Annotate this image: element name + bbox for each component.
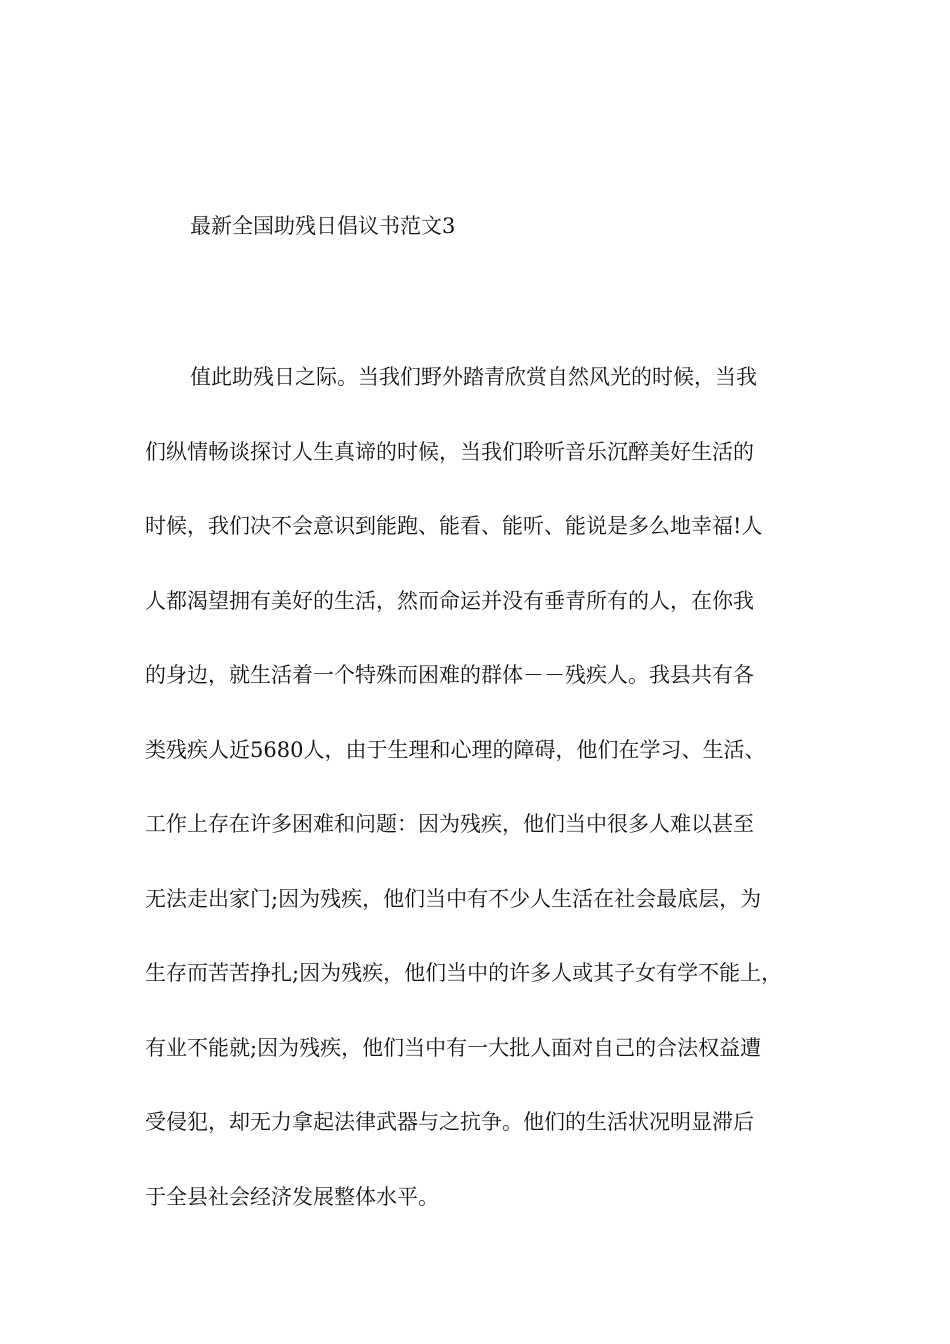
paragraph-line: 有业不能就;因为残疾，他们当中有一大批人面对自己的合法权益遭 [145, 1035, 762, 1060]
paragraph-line: 们纵情畅谈探讨人生真谛的时候，当我们聆听音乐沉醉美好生活的 [145, 439, 754, 464]
paragraph-line: 生存而苦苦挣扎;因为残疾，他们当中的许多人或其子女有学不能上， [145, 961, 783, 985]
paragraph-line: 于全县社会经济发展整体水平。 [145, 1184, 439, 1209]
paragraph-line: 工作上存在许多困难和问题：因为残疾，他们当中很多人难以甚至 [145, 812, 754, 836]
paragraph-line: 时候，我们决不会意识到能跑、能看、能听、能说是多么地幸福!人 [145, 514, 763, 538]
paragraph-line: 无法走出家门;因为残疾，他们当中有不少人生活在社会最底层，为 [145, 886, 762, 911]
paragraph-line: 人都渴望拥有美好的生活，然而命运并没有垂青所有的人，在你我 [145, 588, 754, 613]
document-title: 最新全国助残日倡议书范文3 [190, 214, 456, 238]
document-body [145, 362, 835, 1256]
paragraph-line: 值此助残日之际。当我们野外踏青欣赏自然风光的时候，当我 [190, 365, 757, 389]
paragraph-line: 类残疾人近5680人，由于生理和心理的障碍，他们在学习、生活、 [145, 737, 766, 762]
paragraph-line: 受侵犯，却无力拿起法律武器与之抗争。他们的生活状况明显滞后 [145, 1110, 754, 1134]
paragraph-line: 的身边，就生活着一个特殊而困难的群体－－残疾人。我县共有各 [145, 663, 754, 687]
